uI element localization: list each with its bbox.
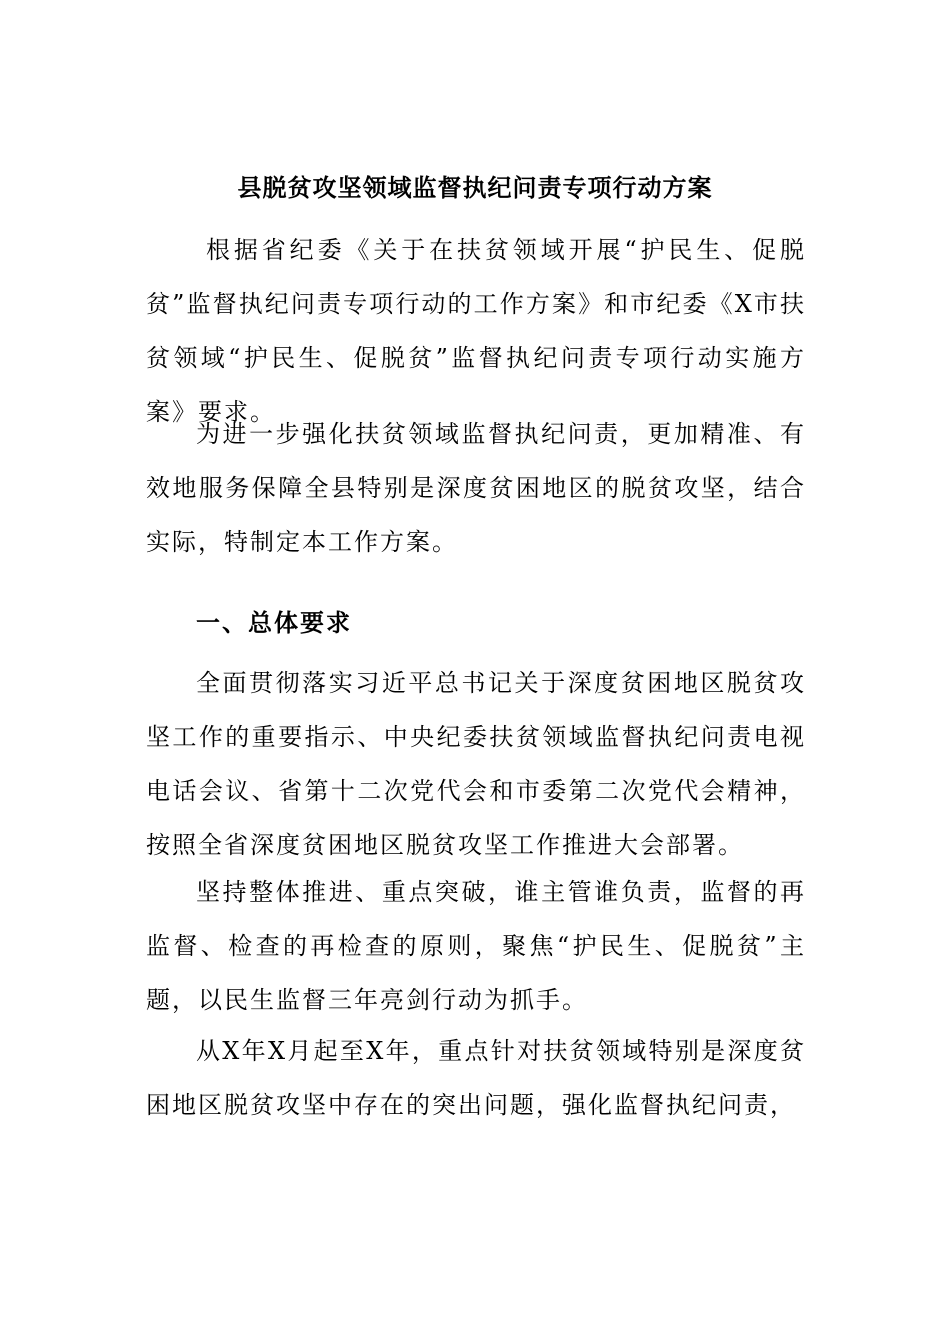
section-heading-overall-requirements: 一、总体要求: [196, 608, 352, 637]
paragraph-purpose: 为进一步强化扶贫领域监督执纪问责，更加精准、有效地服务保障全县特别是深度贫困地区的脱贫攻坚，结合实际，特制定本工作方案。: [146, 420, 806, 556]
paragraph-guidance: 全面贯彻落实习近平总书记关于深度贫困地区脱贫攻坚工作的重要指示、中央纪委扶贫领域监督执纪问责电视电话会议、省第十二次党代会和市委第二次党代会精神，按照全省深度贫困地区脱贫攻坚工作推进大会部署。: [146, 669, 806, 859]
paragraph-timeline: 从X年X月起至X年，重点针对扶贫领域特别是深度贫困地区脱贫攻坚中存在的突出问题，强化监督执纪问责，: [146, 1037, 806, 1119]
document-title: 县脱贫攻坚领域监督执纪问责专项行动方案: [237, 173, 713, 202]
paragraph-principles: 坚持整体推进、重点突破，谁主管谁负责，监督的再监督、检查的再检查的原则，聚焦“护民生、促脱贫”主题，以民生监督三年亮剑行动为抓手。: [146, 878, 806, 1014]
paragraph-basis: 根据省纪委《关于在扶贫领域开展“护民生、促脱贫”监督执纪问责专项行动的工作方案》和市纪委《X市扶贫领域“护民生、促脱贫”监督执纪问责专项行动实施方案》要求。: [146, 236, 806, 426]
